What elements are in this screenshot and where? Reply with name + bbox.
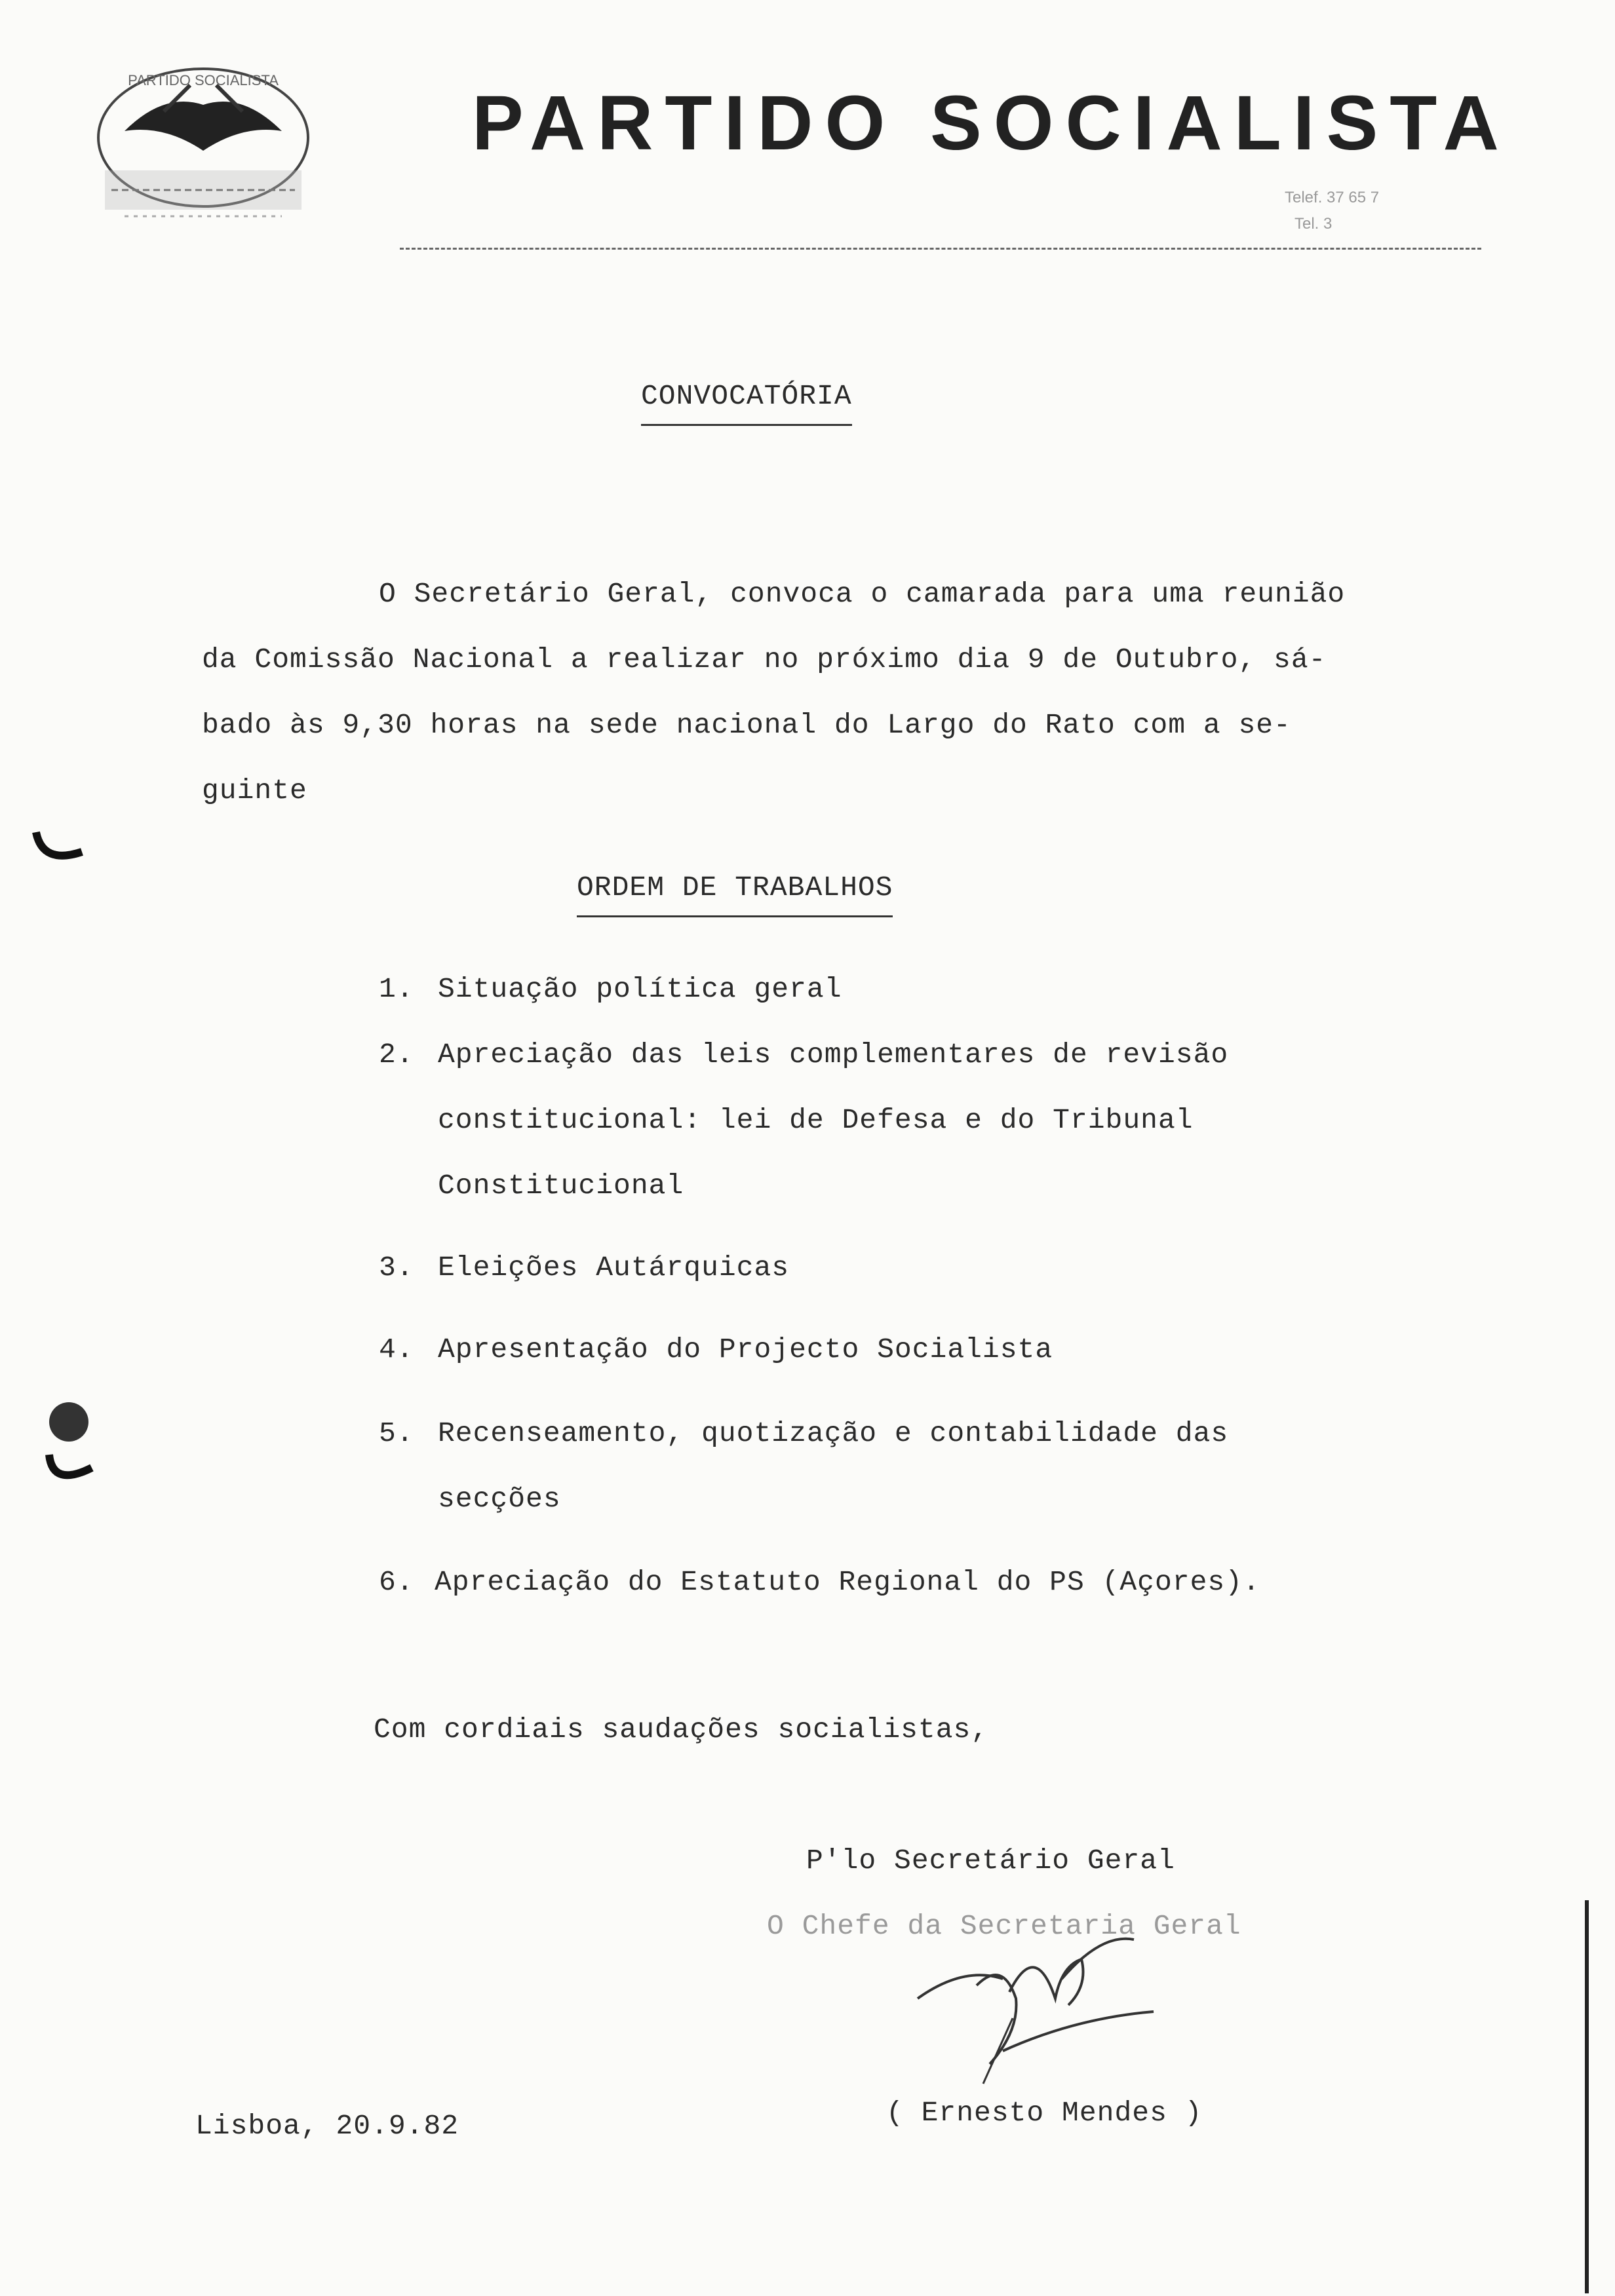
paragraph-line-4: guinte bbox=[202, 775, 307, 807]
paragraph-line-2: da Comissão Nacional a realizar no próximo dia 9 de Outubro, sá- bbox=[202, 643, 1327, 676]
signature-line-2: O Chefe da Secretaria Geral bbox=[767, 1910, 1241, 1942]
letterhead-title: PARTIDO SOCIALISTA bbox=[472, 80, 1511, 166]
hole-punch-mark-bottom bbox=[39, 1396, 98, 1494]
signatory-name: ( Ernesto Mendes ) bbox=[886, 2097, 1203, 2129]
agenda-item-3-number: 3. bbox=[379, 1252, 414, 1284]
paragraph-line-3: bado às 9,30 horas na sede nacional do Largo do Rato com a se- bbox=[202, 709, 1291, 741]
page-edge-line bbox=[1585, 1900, 1589, 2293]
header-phone-1: Telef. 37 65 7 bbox=[1285, 189, 1380, 206]
agenda-item-1-number: 1. bbox=[379, 973, 414, 1005]
agenda-item-6-text: Apreciação do Estatuto Regional do PS (Açores). bbox=[435, 1566, 1260, 1598]
agenda-item-1-text: Situação política geral bbox=[438, 973, 842, 1005]
header-phone-2: Tel. 3 bbox=[1294, 215, 1333, 233]
paragraph-line-1: O Secretário Geral, convoca o camarada para uma reunião bbox=[379, 578, 1346, 610]
agenda-item-5-number: 5. bbox=[379, 1417, 414, 1449]
agenda-item-4-number: 4. bbox=[379, 1333, 414, 1366]
handwritten-signature bbox=[905, 1900, 1180, 2097]
agenda-item-2-text-2: constitucional: lei de Defesa e do Tribunal bbox=[438, 1104, 1194, 1136]
agenda-item-3-text: Eleições Autárquicas bbox=[438, 1252, 790, 1284]
party-emblem bbox=[85, 59, 321, 256]
agenda-heading: ORDEM DE TRABALHOS bbox=[577, 871, 893, 917]
agenda-item-5-text-2: secções bbox=[438, 1483, 561, 1515]
agenda-item-6-number: 6. bbox=[379, 1566, 414, 1598]
document-heading: CONVOCATÓRIA bbox=[641, 380, 852, 426]
agenda-item-4-text: Apresentação do Projecto Socialista bbox=[438, 1333, 1053, 1366]
agenda-item-5-text-1: Recenseamento, quotização e contabilidade das bbox=[438, 1417, 1229, 1449]
agenda-item-2-text-3: Constitucional bbox=[438, 1170, 684, 1202]
place-date: Lisboa, 20.9.82 bbox=[195, 2110, 459, 2142]
agenda-item-2-text-1: Apreciação das leis complementares de revisão bbox=[438, 1039, 1229, 1071]
closing-greeting: Com cordiais saudações socialistas, bbox=[374, 1713, 989, 1746]
agenda-item-2-number: 2. bbox=[379, 1039, 414, 1071]
signature-line-1: P'lo Secretário Geral bbox=[806, 1845, 1175, 1877]
hole-punch-mark-top bbox=[29, 813, 88, 865]
header-rule bbox=[400, 248, 1481, 250]
svg-text:PARTIDO SOCIALISTA: PARTIDO SOCIALISTA bbox=[128, 72, 279, 88]
